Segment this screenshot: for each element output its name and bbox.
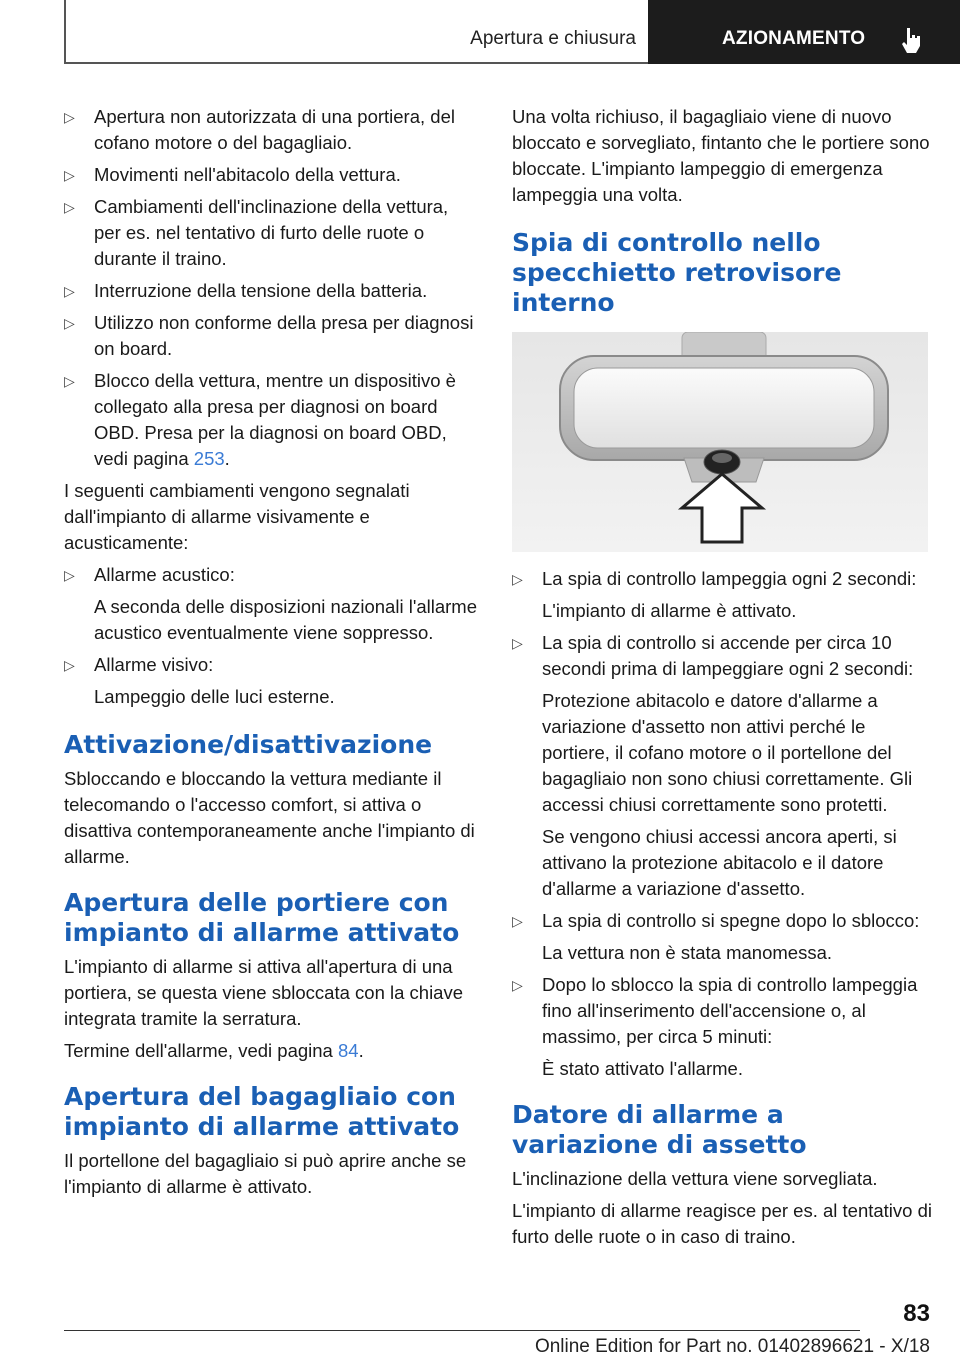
bullet-triangle-icon: ▷ — [512, 635, 523, 651]
bullet-triangle-icon: ▷ — [64, 657, 75, 673]
list-item — [64, 278, 479, 304]
alarm-end-suffix: . — [358, 1040, 364, 1061]
tilt-paragraph-1: L'inclinazione della vettura viene sorvegliata. — [512, 1168, 878, 1189]
alarm-list-item — [64, 652, 479, 678]
indicator-detail: Se vengono chiusi accessi ancora aperti, si attivano la protezione abitacolo e il datore d'allarme a variazione d'assetto. — [542, 826, 897, 899]
footer-rule — [64, 1330, 860, 1331]
indicator-detail: La vettura non è stata manomessa. — [542, 942, 833, 963]
list-item — [64, 162, 479, 188]
right-column — [512, 104, 932, 1256]
heading-activation: Attivazione/disattivazione — [64, 730, 433, 759]
list-item-text: Apertura non autorizzata di una portiera, del cofano motore o del bagagliaio. — [94, 106, 455, 153]
indicator-list-item — [512, 908, 932, 934]
list-item-text: Cambiamenti dell'inclinazione della vettura, per es. nel tentativo di furto delle ruote o durante il traino. — [94, 196, 449, 269]
trunk-paragraph: Il portellone del bagagliaio si può aprire anche se l'impianto di allarme è attivato. — [64, 1150, 467, 1197]
alarm-list-item-text: Allarme acustico: — [94, 564, 235, 585]
list-item-text: Interruzione della tensione della batteria. — [94, 280, 428, 301]
footer-edition: Online Edition for Part no. 01402896621 - X/18 — [534, 1336, 930, 1357]
list-item — [64, 310, 479, 362]
left-column — [64, 104, 479, 1206]
page-link-253[interactable]: 253 — [193, 448, 225, 469]
bullet-triangle-icon: ▷ — [512, 913, 523, 929]
alarm-end-text: Termine dell'allarme, vedi pagina — [64, 1040, 338, 1061]
trunk-locked-paragraph: Una volta richiuso, il bagagliaio viene di nuovo bloccato e sorvegliato, fintanto che le portiere sono bloccate. L'impianto lampeggio di emergenza lampeggia una volta. — [512, 106, 930, 205]
list-item-obd — [64, 368, 479, 472]
header-section-title: Apertura e chiusura — [470, 28, 636, 49]
indicator-detail: L'impianto di allarme è attivato. — [542, 600, 797, 621]
alarm-list-item — [64, 562, 479, 588]
bullet-triangle-icon: ▷ — [512, 977, 523, 993]
bullet-triangle-icon: ▷ — [64, 283, 75, 299]
heading-tilt-sensor: Datore di allarme a variazione di assetto — [512, 1100, 807, 1159]
chapter-tab-label: AZIONAMENTO — [722, 28, 866, 49]
alarm-detail: A seconda delle disposizioni nazionali l'allarme acustico eventualmente viene soppresso. — [94, 596, 478, 643]
header-chapter-tab[interactable] — [648, 0, 960, 64]
list-item-text: Movimenti nell'abitacolo della vettura. — [94, 164, 401, 185]
indicator-detail: È stato attivato l'allarme. — [542, 1058, 743, 1079]
indicator-list-item-text: La spia di controllo si accende per circa 10 secondi prima di lampeggiare ogni 2 secondi: — [542, 632, 914, 679]
bullet-triangle-icon: ▷ — [64, 109, 75, 125]
bullet-triangle-icon: ▷ — [64, 567, 75, 583]
bullet-triangle-icon: ▷ — [512, 571, 523, 587]
bullet-triangle-icon: ▷ — [64, 315, 75, 331]
bullet-triangle-icon: ▷ — [64, 373, 75, 389]
page-number: 83 — [903, 1300, 930, 1327]
doors-paragraph: L'impianto di allarme si attiva all'apertura di una portiera, se questa viene sbloccata con la chiave integrata tramite la serratura. — [64, 956, 464, 1029]
bullet-triangle-icon: ▷ — [64, 199, 75, 215]
activation-paragraph: Sbloccando e bloccando la vettura mediante il telecomando o l'accesso comfort, si attiva o disattiva contemporaneamente anche l'impianto di allarme. — [64, 768, 475, 867]
tilt-paragraph-2: L'impianto di allarme reagisce per es. al tentativo di furto delle ruote o in caso di traino. — [512, 1200, 932, 1247]
heading-doors: Apertura delle portiere con impianto di allarme attivato — [64, 888, 460, 947]
list-item — [64, 194, 479, 272]
heading-indicator: Spia di controllo nello specchietto retrovisore interno — [512, 228, 842, 317]
alarm-detail: Lampeggio delle luci esterne. — [94, 686, 335, 707]
alarm-end-paragraph — [64, 1038, 479, 1064]
hand-pointer-icon — [898, 26, 924, 54]
obd-tail: . — [224, 448, 230, 469]
header-rule-bottom — [64, 62, 648, 64]
indicator-list-item — [512, 630, 932, 682]
rearview-mirror-indicator-figure — [512, 332, 928, 552]
obd-text: Blocco della vettura, mentre un dispositivo è collegato alla presa per diagnosi on board OBD. Presa per la diagnosi on board OBD, vedi pagina — [94, 370, 456, 469]
list-item-text: Utilizzo non conforme della presa per diagnosi on board. — [94, 312, 474, 359]
indicator-list-item — [512, 972, 932, 1050]
list-item — [64, 104, 479, 156]
indicator-list-item-text: La spia di controllo lampeggia ogni 2 secondi: — [542, 568, 917, 589]
heading-trunk: Apertura del bagagliaio con impianto di allarme attivato — [64, 1082, 460, 1141]
alarm-intro: I seguenti cambiamenti vengono segnalati dall'impianto di allarme visivamente e acusticamente: — [64, 480, 410, 553]
indicator-list-item-text: La spia di controllo si spegne dopo lo sblocco: — [542, 910, 920, 931]
bullet-triangle-icon: ▷ — [64, 167, 75, 183]
indicator-detail: Protezione abitacolo e datore d'allarme a variazione d'assetto non attivi perché le portiere, il cofano motore o il portellone del bagagliaio non sono chiusi correttamente. Gli accessi chiusi correttamente sono protetti. — [542, 690, 913, 815]
indicator-list-item-text: Dopo lo sblocco la spia di controllo lampeggia fino all'inserimento dell'accensione o, al massimo, per circa 5 minuti: — [542, 974, 918, 1047]
alarm-list-item-text: Allarme visivo: — [94, 654, 214, 675]
page-link-84[interactable]: 84 — [337, 1040, 359, 1061]
indicator-list-item — [512, 566, 932, 592]
